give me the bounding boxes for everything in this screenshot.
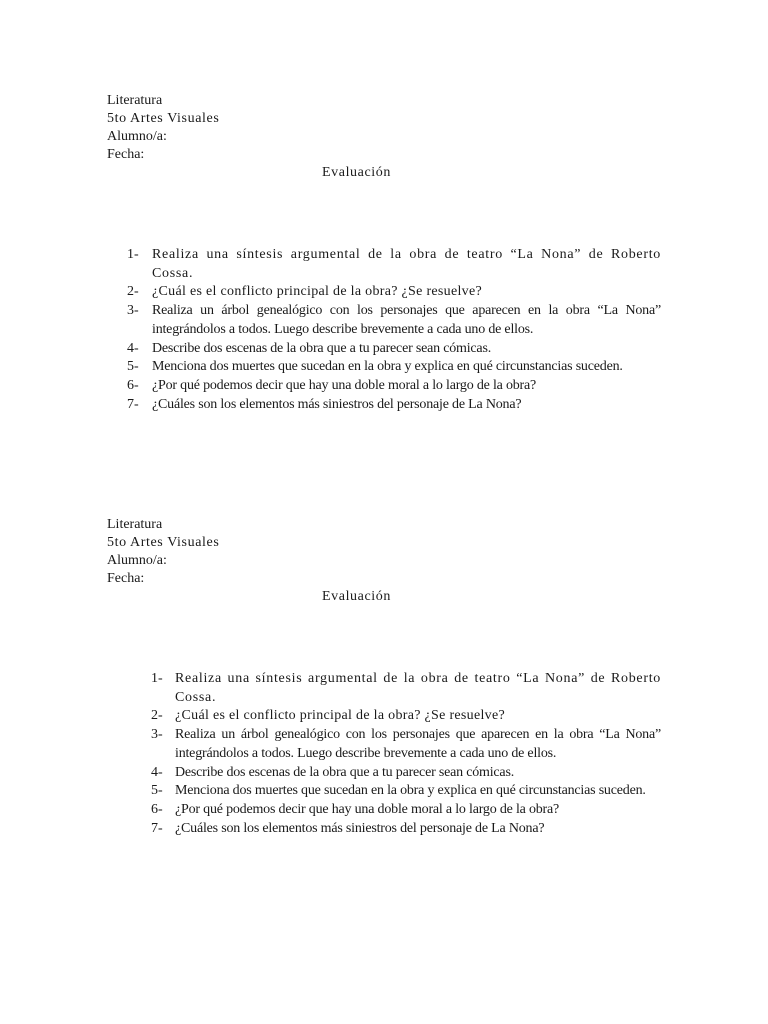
- question-text: ¿Cuál es el conflicto principal de la obra? ¿Se resuelve?: [152, 284, 483, 300]
- question-text: ¿Cuáles son los elementos más siniestros del personaje de La Nona?: [175, 820, 545, 836]
- question-number: 3-: [151, 727, 163, 743]
- question-text: Realiza una síntesis argumental de la obra de teatro “La Nona” de Roberto Cossa.: [175, 671, 661, 705]
- question-number: 6-: [151, 801, 163, 817]
- question-text: Realiza un árbol genealógico con los personajes que aparecen en la obra “La Nona” integrándolos a todos. Luego describe brevemente a cada uno de ellos.: [152, 303, 661, 337]
- question-number: 7-: [127, 396, 139, 412]
- course-label: 5to Artes Visuales: [107, 535, 220, 550]
- question-list: [127, 246, 661, 414]
- question-number: 6-: [127, 377, 139, 393]
- question-number: 5-: [151, 783, 163, 799]
- question-text: Realiza una síntesis argumental de la obra de teatro “La Nona” de Roberto Cossa.: [152, 247, 661, 281]
- question-number: 4-: [151, 764, 163, 780]
- question-item: [127, 246, 661, 283]
- question-item: [127, 302, 661, 339]
- course-label: 5to Artes Visuales: [107, 111, 220, 126]
- question-item: [151, 820, 661, 839]
- question-item: [151, 801, 661, 820]
- question-number: 1-: [151, 671, 163, 686]
- question-item: [127, 283, 661, 302]
- question-number: 2-: [151, 708, 163, 724]
- question-item: [151, 707, 661, 726]
- question-number: 2-: [127, 284, 139, 300]
- question-number: 5-: [127, 359, 139, 375]
- date-field-label: Fecha:: [107, 147, 145, 162]
- subject-label: Literatura: [107, 517, 163, 532]
- question-number: 7-: [151, 820, 163, 836]
- subject-label: Literatura: [107, 93, 163, 108]
- question-text: Menciona dos muertes que sucedan en la obra y explica en qué circunstancias suceden.: [175, 783, 646, 799]
- question-text: Describe dos escenas de la obra que a tu parecer sean cómicas.: [175, 764, 514, 780]
- question-item: [151, 782, 661, 801]
- question-item: [151, 726, 661, 763]
- question-text: Menciona dos muertes que sucedan en la obra y explica en qué circunstancias suceden.: [152, 359, 623, 375]
- question-item: [127, 396, 661, 415]
- question-number: 1-: [127, 247, 139, 262]
- question-item: [151, 764, 661, 783]
- question-list: [151, 670, 661, 838]
- evaluation-title: Evaluación: [322, 165, 391, 180]
- question-text: ¿Cuál es el conflicto principal de la obra? ¿Se resuelve?: [175, 708, 506, 724]
- question-number: 4-: [127, 340, 139, 356]
- question-item: [127, 377, 661, 396]
- date-field-label: Fecha:: [107, 571, 145, 586]
- question-text: ¿Por qué podemos decir que hay una doble moral a lo largo de la obra?: [152, 377, 537, 393]
- question-item: [151, 670, 661, 707]
- evaluation-title: Evaluación: [322, 589, 391, 604]
- question-text: ¿Por qué podemos decir que hay una doble moral a lo largo de la obra?: [175, 801, 560, 817]
- question-text: ¿Cuáles son los elementos más siniestros del personaje de La Nona?: [152, 396, 522, 412]
- question-text: Describe dos escenas de la obra que a tu parecer sean cómicas.: [152, 340, 491, 356]
- question-text: Realiza un árbol genealógico con los personajes que aparecen en la obra “La Nona” integrándolos a todos. Luego describe brevemente a cada uno de ellos.: [175, 727, 661, 761]
- question-item: [127, 358, 661, 377]
- student-field-label: Alumno/a:: [107, 553, 167, 568]
- question-item: [127, 340, 661, 359]
- question-number: 3-: [127, 303, 139, 319]
- student-field-label: Alumno/a:: [107, 129, 167, 144]
